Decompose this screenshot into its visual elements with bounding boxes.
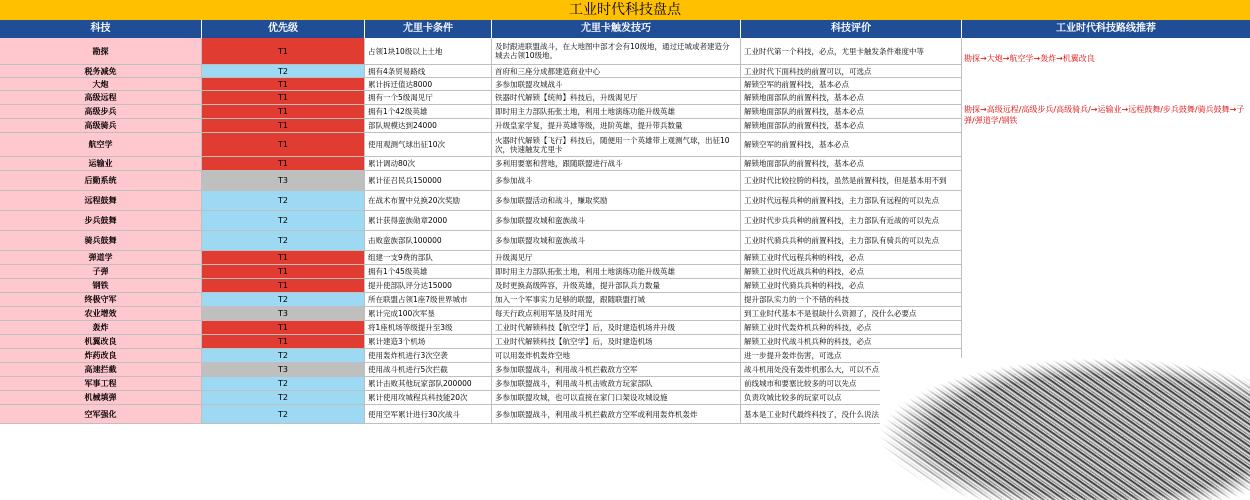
priority-cell[interactable]: T1 <box>202 38 365 64</box>
tech-name-cell[interactable]: 高级远程 <box>0 91 202 104</box>
table-row <box>0 231 962 251</box>
table-row <box>0 133 962 157</box>
priority-cell[interactable]: T2 <box>202 191 365 210</box>
tech-evaluation-cell[interactable]: 解锁地面部队的前置科技，基本必点 <box>741 91 962 104</box>
eureka-condition-cell[interactable]: 所在联盟占领1座7级世界城市 <box>365 293 492 306</box>
eureka-condition-cell[interactable]: 使用空军累计进行30次战斗 <box>365 405 492 423</box>
table-row <box>0 363 962 377</box>
eureka-tip-cell[interactable]: 工业时代解锁科技【航空学】后，及时建造机场 <box>492 335 741 348</box>
table-row <box>0 349 962 363</box>
eureka-condition-cell[interactable]: 组建一支9费的部队 <box>365 251 492 264</box>
eureka-condition-cell[interactable]: 使用观测气球出征10次 <box>365 133 492 156</box>
tech-evaluation-cell[interactable]: 解锁空军的前置科技，基本必点 <box>741 133 962 156</box>
tech-evaluation-cell[interactable]: 进一步提升轰炸伤害，可选点 <box>741 349 962 362</box>
tech-name-cell[interactable]: 骑兵鼓舞 <box>0 231 202 250</box>
eureka-tip-cell[interactable]: 每天行政点利用军垦及时用光 <box>492 307 741 320</box>
eureka-tip-cell[interactable]: 多参加联盟攻城和蛮族战斗 <box>492 211 741 230</box>
tech-name-cell[interactable]: 高级步兵 <box>0 105 202 118</box>
eureka-condition-cell[interactable]: 累计完成100次军垦 <box>365 307 492 320</box>
table-row <box>0 293 962 307</box>
eureka-tip-cell[interactable]: 铁器时代解锁【统帅】科技后，升级渴见厅 <box>492 91 741 104</box>
eureka-condition-cell[interactable]: 占领1块10级以上土地 <box>365 38 492 64</box>
priority-cell[interactable]: T1 <box>202 105 365 118</box>
eureka-condition-cell[interactable]: 使用轰炸机进行3次空袭 <box>365 349 492 362</box>
tech-evaluation-cell[interactable]: 战斗机用处没有轰炸机那么大，可以不点 <box>741 363 962 376</box>
priority-cell[interactable]: T3 <box>202 363 365 376</box>
tech-name-cell[interactable]: 高级骑兵 <box>0 119 202 132</box>
tech-evaluation-cell[interactable]: 工业时代下面科技的前置可以，可选点 <box>741 65 962 77</box>
priority-cell[interactable]: T1 <box>202 119 365 132</box>
header-eureka-tip[interactable]: 尤里卡触发技巧 <box>492 20 741 38</box>
tech-evaluation-cell[interactable]: 工业时代步兵兵种的前置科技，主力部队有近战的可以先点 <box>741 211 962 230</box>
tech-evaluation-cell[interactable]: 解锁工业时代战斗机兵种的科技，必点 <box>741 335 962 348</box>
tech-name-cell[interactable]: 高速拦截 <box>0 363 202 376</box>
header-priority[interactable]: 优先级 <box>202 20 365 38</box>
tech-evaluation-cell[interactable]: 到工业时代基本不是很缺什么资源了，没什么必要点 <box>741 307 962 320</box>
tech-name-cell[interactable]: 钢铁 <box>0 279 202 292</box>
priority-cell[interactable]: T1 <box>202 321 365 334</box>
eureka-tip-cell[interactable]: 及时更换高级阵容，升级英雄，提升部队兵力数量 <box>492 279 741 292</box>
mosaic-watermark <box>880 358 1250 500</box>
tech-name-cell[interactable]: 子弹 <box>0 265 202 278</box>
priority-cell[interactable]: T2 <box>202 293 365 306</box>
tech-evaluation-cell[interactable]: 解锁工业时代近战兵种的科技，必点 <box>741 265 962 278</box>
tech-evaluation-cell[interactable]: 解锁工业时代轰炸机兵种的科技，必点 <box>741 321 962 334</box>
tech-name-cell[interactable]: 空军强化 <box>0 405 202 423</box>
eureka-condition-cell[interactable]: 拥有1个45级英雄 <box>365 265 492 278</box>
eureka-condition-cell[interactable]: 部队规模达到24000 <box>365 119 492 132</box>
eureka-condition-cell[interactable]: 使用战斗机进行5次拦截 <box>365 363 492 376</box>
tech-evaluation-cell[interactable]: 提升部队实力的一个不错的科技 <box>741 293 962 306</box>
eureka-condition-cell[interactable]: 累计获得蛮族勋章2000 <box>365 211 492 230</box>
tech-evaluation-cell[interactable]: 工业时代第一个科技，必点，尤里卡触发条件难度中等 <box>741 38 962 64</box>
priority-cell[interactable]: T1 <box>202 157 365 170</box>
priority-cell[interactable]: T1 <box>202 91 365 104</box>
priority-cell[interactable]: T1 <box>202 78 365 90</box>
table-row <box>0 251 962 265</box>
route-recommendation-2[interactable]: 勘探→高级远程/高级步兵/高级骑兵/→运输业→远程鼓舞/步兵鼓舞/骑兵鼓舞→子弹/弹道学/钢铁 <box>964 105 1245 125</box>
header-route-recommendation[interactable]: 工业时代科技路线推荐 <box>1056 23 1156 34</box>
tech-evaluation-cell[interactable]: 工业时代骑兵兵种的前置科技，主力部队有骑兵的可以先点 <box>741 231 962 250</box>
header-row <box>0 20 1250 38</box>
priority-cell[interactable]: T2 <box>202 211 365 230</box>
table-row <box>0 391 962 405</box>
tech-name-cell[interactable]: 弹道学 <box>0 251 202 264</box>
table-row <box>0 279 962 293</box>
eureka-condition-cell[interactable]: 将1座机场等级提升至3级 <box>365 321 492 334</box>
priority-cell[interactable]: T3 <box>202 171 365 190</box>
tech-name-cell[interactable]: 税务减免 <box>0 65 202 77</box>
eureka-tip-cell[interactable]: 即时用主力部队拓张土地，利用土地演练功能升级英雄 <box>492 265 741 278</box>
priority-cell[interactable]: T1 <box>202 279 365 292</box>
eureka-condition-cell[interactable]: 累计拆迁值达8000 <box>365 78 492 90</box>
eureka-tip-cell[interactable]: 火器时代解锁【飞行】科技后，随便用一个英雄带上观测气球，出征10次，快速触发尤里卡 <box>492 133 741 156</box>
eureka-tip-cell[interactable]: 多参加联盟攻城和蛮族战斗 <box>492 231 741 250</box>
eureka-tip-cell[interactable]: 多参加联盟战斗，利用战斗机拦截敌方空军 <box>492 363 741 376</box>
priority-cell[interactable]: T1 <box>202 251 365 264</box>
header-tech[interactable]: 科技 <box>0 20 202 38</box>
priority-cell[interactable]: T1 <box>202 335 365 348</box>
table-row <box>0 307 962 321</box>
eureka-condition-cell[interactable]: 拥有一个5级渴见厅 <box>365 91 492 104</box>
eureka-tip-cell[interactable]: 多参加联盟战斗，利用战斗机击败敌方玩家部队 <box>492 377 741 390</box>
header-tech-evaluation[interactable]: 科技评价 <box>741 20 962 38</box>
eureka-tip-cell[interactable]: 多参加联盟战斗，利用战斗机拦截敌方空军或利用轰炸机轰炸 <box>492 405 741 423</box>
tech-name-cell[interactable]: 机械填弹 <box>0 391 202 404</box>
table-row <box>0 377 962 391</box>
tech-name-cell[interactable]: 军事工程 <box>0 377 202 390</box>
eureka-condition-cell[interactable]: 累计征召民兵150000 <box>365 171 492 190</box>
table-row <box>0 91 962 105</box>
table-row <box>0 265 962 279</box>
tech-evaluation-cell[interactable]: 解锁空军的前置科技，基本必点 <box>741 78 962 90</box>
priority-cell[interactable]: T2 <box>202 65 365 77</box>
priority-cell[interactable]: T1 <box>202 265 365 278</box>
priority-cell[interactable]: T2 <box>202 391 365 404</box>
tech-evaluation-cell[interactable]: 工业时代远程兵种的前置科技，主力部队有远程的可以先点 <box>741 191 962 210</box>
eureka-tip-cell[interactable]: 工业时代解锁科技【航空学】后，及时建造机场并升级 <box>492 321 741 334</box>
tech-evaluation-cell[interactable]: 基本是工业时代最终科技了，没什么说法 <box>741 405 962 423</box>
table-row <box>0 191 962 211</box>
route-recommendation-1[interactable]: 勘探→大炮→航空学→轰炸→机翼改良 <box>964 54 1095 63</box>
tech-name-cell[interactable]: 后勤系统 <box>0 171 202 190</box>
tech-evaluation-cell[interactable]: 解锁工业时代远程兵种的科技，必点 <box>741 251 962 264</box>
tech-name-cell[interactable]: 农业增效 <box>0 307 202 320</box>
table-row <box>0 38 962 65</box>
eureka-tip-cell[interactable]: 多参加联盟攻城，也可以直接在家门口架设攻城设施 <box>492 391 741 404</box>
header-eureka-condition[interactable]: 尤里卡条件 <box>365 20 492 38</box>
tech-name-cell[interactable]: 勘探 <box>0 38 202 64</box>
tech-evaluation-cell[interactable]: 解锁工业时代骑兵兵种的科技，必点 <box>741 279 962 292</box>
eureka-tip-cell[interactable]: 多参加联盟攻城战斗 <box>492 78 741 90</box>
tech-evaluation-cell[interactable]: 解锁地面部队的前置科技，基本必点 <box>741 119 962 132</box>
tech-name-cell[interactable]: 运输业 <box>0 157 202 170</box>
table-row <box>0 405 962 424</box>
eureka-condition-cell[interactable]: 击败蛮族部队100000 <box>365 231 492 250</box>
table-row <box>0 321 962 335</box>
tech-name-cell[interactable]: 轰炸 <box>0 321 202 334</box>
eureka-tip-cell[interactable]: 升级皇家学复，提升英雄等级，进阶英雄，提升带兵数量 <box>492 119 741 132</box>
eureka-condition-cell[interactable]: 拥有1个42级英雄 <box>365 105 492 118</box>
eureka-tip-cell[interactable]: 多参加联盟活动和战斗，赚取奖励 <box>492 191 741 210</box>
tech-name-cell[interactable]: 大炮 <box>0 78 202 90</box>
tech-name-cell[interactable]: 步兵鼓舞 <box>0 211 202 230</box>
eureka-tip-cell[interactable]: 升级渴见厅 <box>492 251 741 264</box>
eureka-tip-cell[interactable]: 多参加战斗 <box>492 171 741 190</box>
table-body <box>0 38 962 424</box>
priority-cell[interactable]: T2 <box>202 349 365 362</box>
tech-evaluation-cell[interactable]: 负责攻城比较多的玩家可以点 <box>741 391 962 404</box>
tech-evaluation-cell[interactable]: 解锁地面部队的前置科技，基本必点 <box>741 105 962 118</box>
eureka-tip-cell[interactable]: 及时跟进联盟战斗，在大地图中部才会有10级地，通过迁城或者建造分城去占领10级地。 <box>492 38 741 64</box>
tech-name-cell[interactable]: 航空学 <box>0 133 202 156</box>
eureka-condition-cell[interactable]: 累计击败其他玩家部队200000 <box>365 377 492 390</box>
eureka-tip-cell[interactable]: 加入一个军事实力足够的联盟，跟随联盟打城 <box>492 293 741 306</box>
eureka-condition-cell[interactable]: 累计建造3个机场 <box>365 335 492 348</box>
eureka-condition-cell[interactable]: 累计使用攻城程兵科技能20次 <box>365 391 492 404</box>
eureka-tip-cell[interactable]: 首府和三座分成都建造商业中心 <box>492 65 741 77</box>
table-row <box>0 211 962 231</box>
sheet-title: 工业时代科技盘点 <box>569 2 681 18</box>
table-row <box>0 78 962 91</box>
table-row <box>0 105 962 119</box>
tech-name-cell[interactable]: 远程鼓舞 <box>0 191 202 210</box>
priority-cell[interactable]: T2 <box>202 405 365 423</box>
tech-name-cell[interactable]: 终极守军 <box>0 293 202 306</box>
table-row <box>0 171 962 191</box>
priority-cell[interactable]: T2 <box>202 231 365 250</box>
eureka-tip-cell[interactable]: 即时用主力部队拓张土地，利用土地演练功能升级英雄 <box>492 105 741 118</box>
tech-evaluation-cell[interactable]: 工业时代比较拉胯的科技，虽然是前置科技，但是基本用不到 <box>741 171 962 190</box>
tech-evaluation-cell[interactable]: 前线城市和要塞比较多的可以先点 <box>741 377 962 390</box>
eureka-condition-cell[interactable]: 在战术布置中兑换20次奖励 <box>365 191 492 210</box>
sheet-title-bar <box>0 0 1250 20</box>
eureka-condition-cell[interactable]: 拥有4条贸易路线 <box>365 65 492 77</box>
eureka-condition-cell[interactable]: 累计调动80次 <box>365 157 492 170</box>
eureka-tip-cell[interactable]: 多利用要塞和营地，跟随联盟进行战斗 <box>492 157 741 170</box>
table-row <box>0 119 962 133</box>
table-row <box>0 335 962 349</box>
eureka-condition-cell[interactable]: 提升使部队评分达15000 <box>365 279 492 292</box>
table-row <box>0 65 962 78</box>
tech-name-cell[interactable]: 机翼改良 <box>0 335 202 348</box>
priority-cell[interactable]: T3 <box>202 307 365 320</box>
tech-evaluation-cell[interactable]: 解锁地面部队的前置科技，基本必点 <box>741 157 962 170</box>
priority-cell[interactable]: T2 <box>202 377 365 390</box>
priority-cell[interactable]: T1 <box>202 133 365 156</box>
table-row <box>0 157 962 171</box>
eureka-tip-cell[interactable]: 可以用轰炸机轰炸空地 <box>492 349 741 362</box>
tech-name-cell[interactable]: 炸药改良 <box>0 349 202 362</box>
